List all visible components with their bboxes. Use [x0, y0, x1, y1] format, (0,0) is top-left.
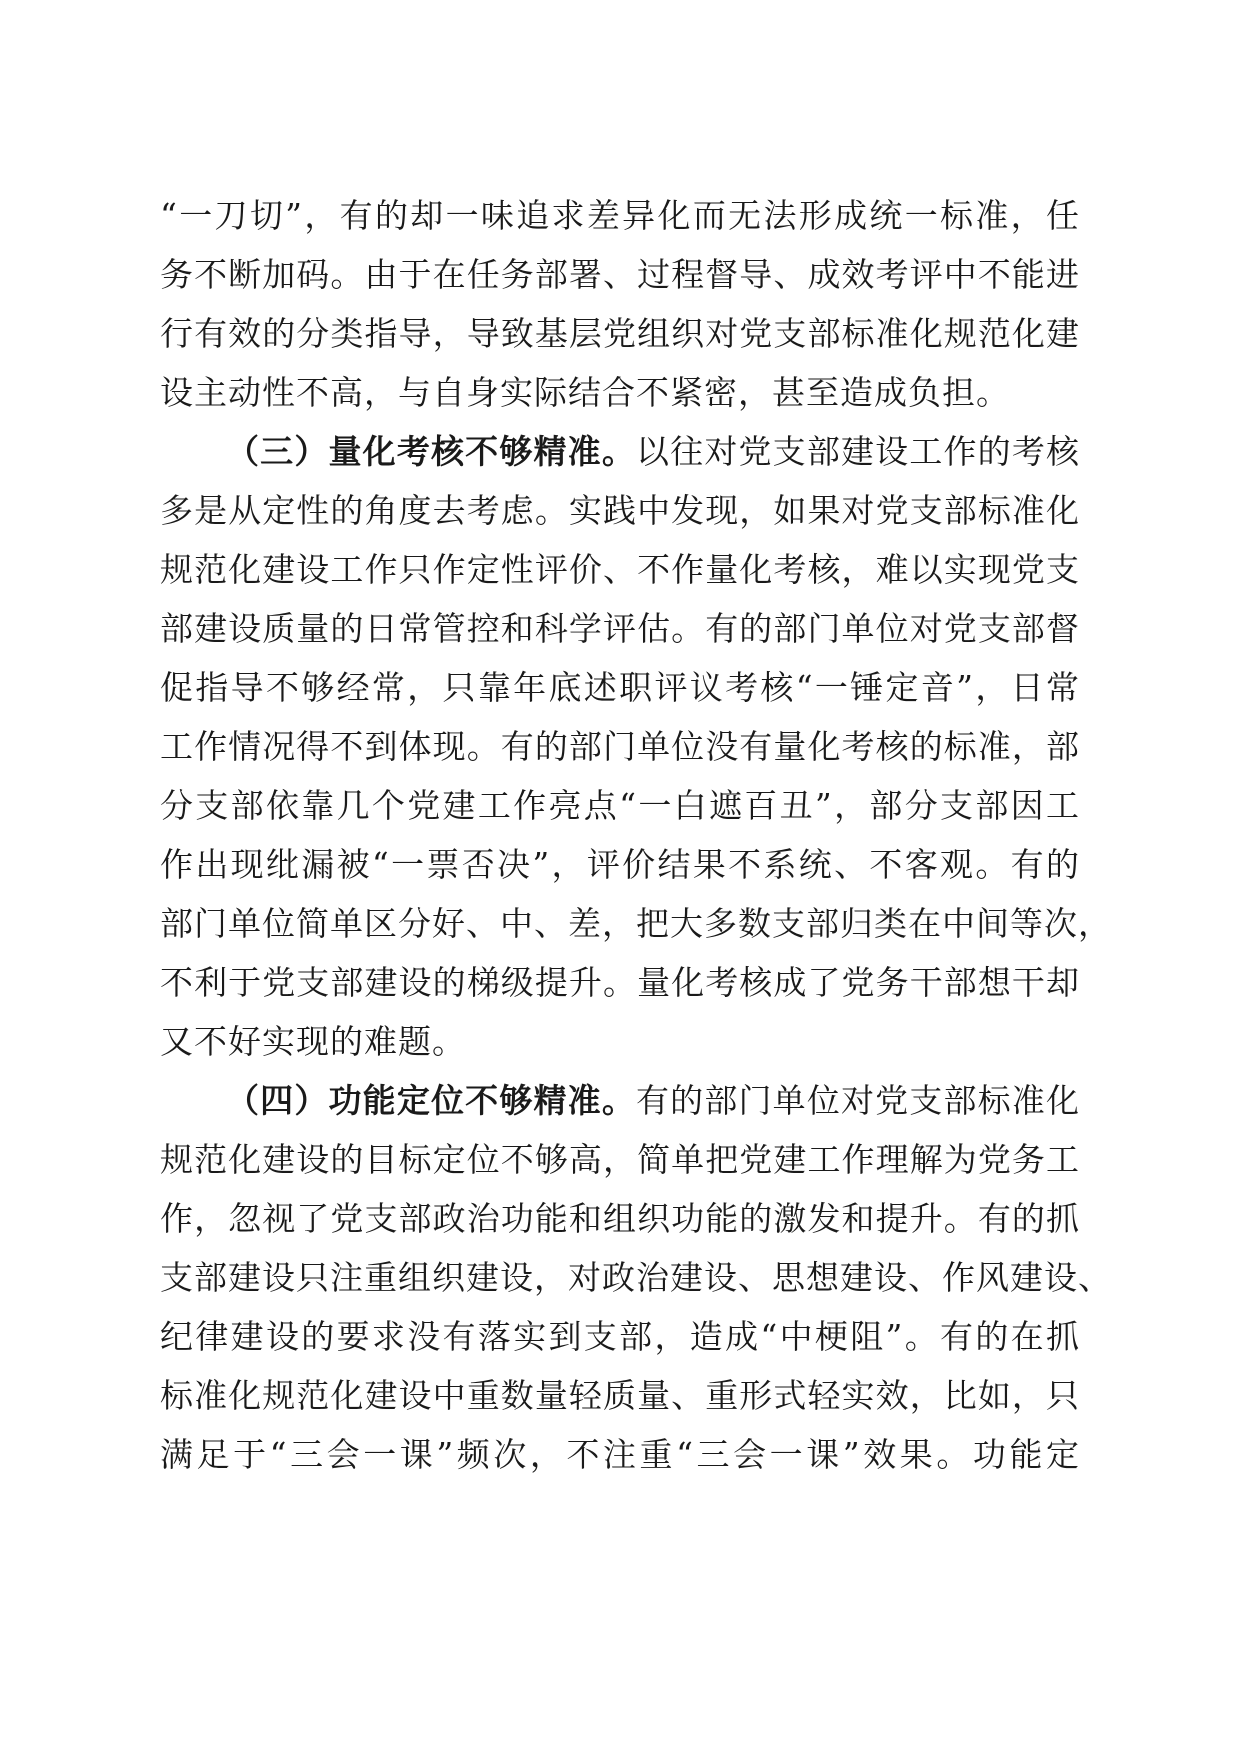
text-line: 满足于“三会一课”频次，不注重“三会一课”效果。功能定: [160, 1435, 1080, 1474]
text-line: 部建设质量的日常管控和科学评估。有的部门单位对党支部督: [160, 609, 1080, 648]
text-line: “一刀切”，有的却一味追求差异化而无法形成统一标准，任: [160, 196, 1080, 235]
text-line: 标准化规范化建设中重数量轻质量、重形式轻实效，比如，只: [160, 1376, 1080, 1415]
text-line: 工作情况得不到体现。有的部门单位没有量化考核的标准，部: [160, 727, 1080, 766]
text-line: 作，忽视了党支部政治功能和组织功能的激发和提升。有的抓: [160, 1199, 1080, 1238]
text-line: 纪律建设的要求没有落实到支部，造成“中梗阻”。有的在抓: [160, 1317, 1080, 1356]
text-line: 分支部依靠几个党建工作亮点“一白遮百丑”，部分支部因工: [160, 786, 1080, 825]
text-line: 多是从定性的角度去考虑。实践中发现，如果对党支部标准化: [160, 491, 1080, 530]
section-first-text: 以往对党支部建设工作的考核: [636, 432, 1081, 471]
text-line: 部门单位简单区分好、中、差，把大多数支部归类在中间等次，: [160, 904, 1112, 943]
text-line: 务不断加码。由于在任务部署、过程督导、成效考评中不能进: [160, 255, 1080, 294]
text-line: 促指导不够经常，只靠年底述职评议考核“一锤定音”，日常: [160, 668, 1080, 707]
section-first-line: [160, 1071, 1080, 1130]
paragraph-section-4: [160, 1071, 1112, 1484]
text-line: 又不好实现的难题。: [160, 1022, 466, 1061]
section-heading: （四）功能定位不够精准。: [226, 1081, 636, 1120]
text-line: 不利于党支部建设的梯级提升。量化考核成了党务干部想干却: [160, 963, 1080, 1002]
text-line: 支部建设只注重组织建设，对政治建设、思想建设、作风建设、: [160, 1258, 1112, 1297]
section-first-text: 有的部门单位对党支部标准化: [636, 1081, 1081, 1120]
paragraph-section-3: [160, 422, 1112, 1071]
document-page: [160, 186, 1112, 1484]
paragraph-continuation: [160, 186, 1080, 422]
text-line: 规范化建设工作只作定性评价、不作量化考核，难以实现党支: [160, 550, 1080, 589]
text-line: 设主动性不高，与自身实际结合不紧密，甚至造成负担。: [160, 373, 1010, 412]
section-first-line: [160, 422, 1080, 481]
text-line: 规范化建设的目标定位不够高，简单把党建工作理解为党务工: [160, 1140, 1080, 1179]
text-line: 行有效的分类指导，导致基层党组织对党支部标准化规范化建: [160, 314, 1080, 353]
text-line: 作出现纰漏被“一票否决”，评价结果不系统、不客观。有的: [160, 845, 1080, 884]
section-heading: （三）量化考核不够精准。: [226, 432, 636, 471]
